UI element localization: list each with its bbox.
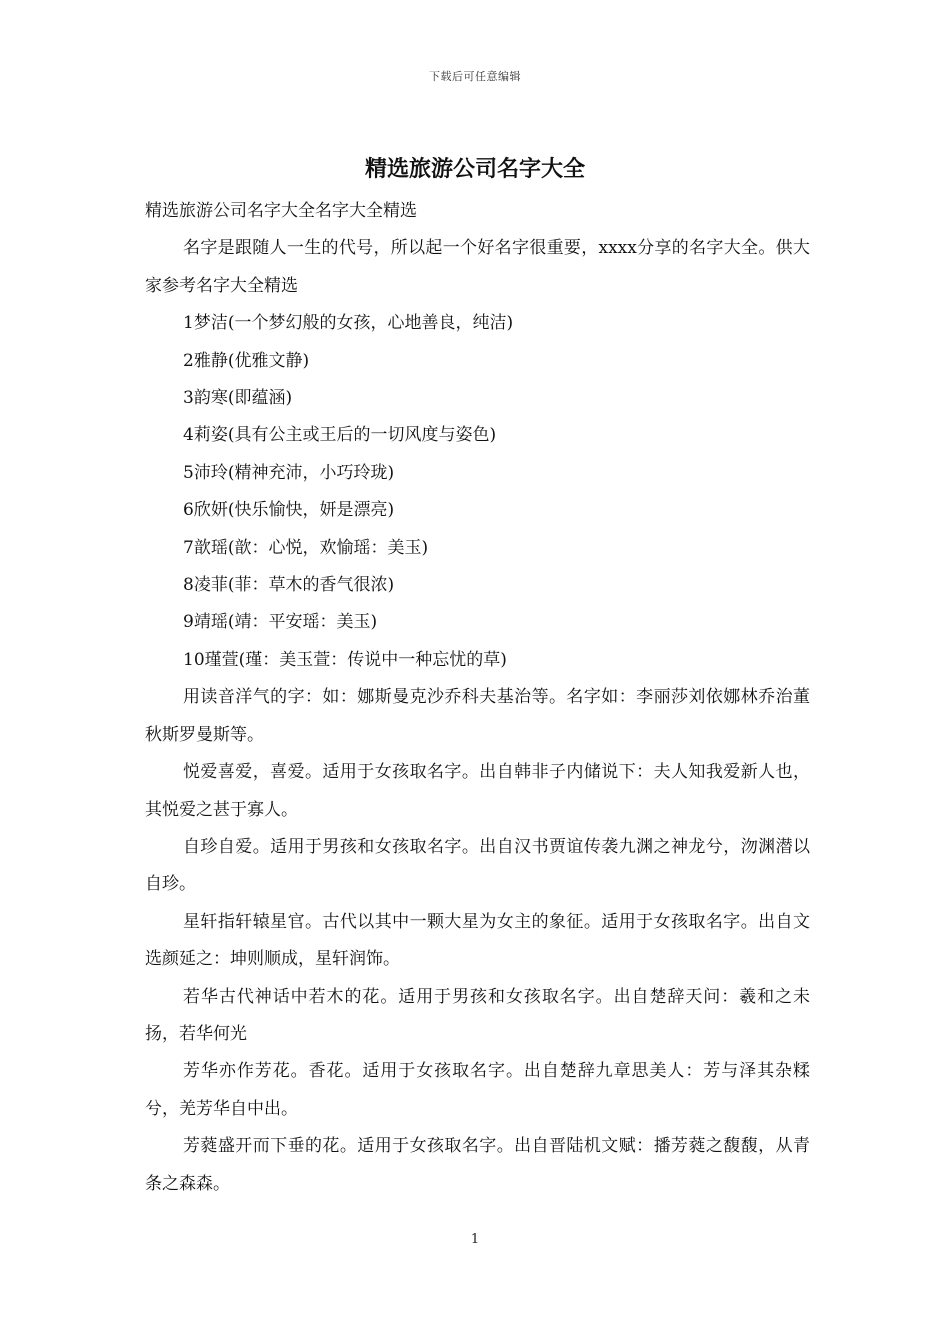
document-title: 精选旅游公司名字大全 bbox=[364, 156, 585, 182]
paragraph: 芳蕤盛开而下垂的花。适用于女孩取名字。出自晋陆机文赋：播芳蕤之馥馥，从青条之森森。 bbox=[145, 1136, 810, 1194]
list-item: 5沛玲(精神充沛，小巧玲珑) bbox=[183, 462, 395, 483]
paragraph: 用读音洋气的字：如：娜斯曼克沙乔科夫基治等。名字如：李丽莎刘依娜林乔治董秋斯罗曼斯等。 bbox=[145, 687, 810, 745]
header-note: 下载后可任意编辑 bbox=[429, 70, 521, 83]
list-item: 10瑾萱(瑾：美玉萱：传说中一种忘忧的草) bbox=[183, 649, 507, 670]
paragraph: 悦爱喜爱，喜爱。适用于女孩取名字。出自韩非子内储说下：夫人知我爱新人也，其悦爱之甚于寡人。 bbox=[145, 762, 810, 820]
list-item: 8凌菲(菲：草木的香气很浓) bbox=[183, 575, 395, 596]
list-item: 1梦洁(一个梦幻般的女孩，心地善良，纯洁) bbox=[183, 313, 514, 334]
list-item: 6欣妍(快乐愉快，妍是漂亮) bbox=[183, 500, 395, 521]
paragraph-intro: 名字是跟随人一生的代号，所以起一个好名字很重要，xxxx分享的名字大全。供大家参考名字大全精选 bbox=[145, 238, 810, 296]
list-item: 4莉姿(具有公主或王后的一切风度与姿色) bbox=[183, 425, 497, 446]
list-item: 2雅静(优雅文静) bbox=[183, 350, 310, 371]
list-item: 9靖瑶(靖：平安瑶：美玉) bbox=[183, 612, 378, 633]
paragraph: 芳华亦作芳花。香花。适用于女孩取名字。出自楚辞九章思美人：芳与泽其杂糅兮，羌芳华自中出。 bbox=[145, 1061, 810, 1119]
document-body bbox=[145, 193, 810, 1203]
paragraph: 星轩指轩辕星官。古代以其中一颗大星为女主的象征。适用于女孩取名字。出自文选颜延之：坤则顺成，星轩润饰。 bbox=[145, 911, 810, 970]
paragraph: 自珍自爱。适用于男孩和女孩取名字。出自汉书贾谊传袭九渊之神龙兮，沕渊潜以自珍。 bbox=[145, 836, 810, 895]
list-item: 7歆瑶(歆：心悦，欢愉瑶：美玉) bbox=[183, 537, 429, 558]
list-item: 3韵寒(即蕴涵) bbox=[183, 388, 293, 409]
page-number: 1 bbox=[470, 1232, 480, 1247]
paragraph: 若华古代神话中若木的花。适用于男孩和女孩取名字。出自楚辞天问：羲和之未扬，若华何光 bbox=[145, 986, 810, 1044]
paragraph-subtitle: 精选旅游公司名字大全名字大全精选 bbox=[145, 201, 417, 221]
